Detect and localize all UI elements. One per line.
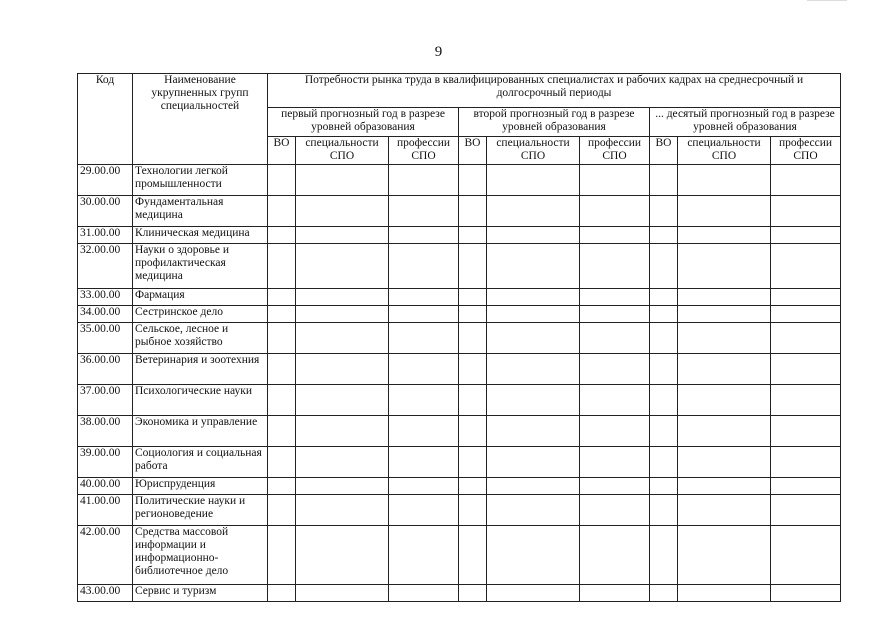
- table-row: [78, 196, 841, 227]
- empty-cell: [487, 227, 580, 244]
- empty-cell: [487, 385, 580, 416]
- row-code: 37.00.00: [78, 385, 133, 416]
- empty-cell: [678, 585, 771, 602]
- empty-cell: [268, 289, 296, 306]
- table-row: [78, 306, 841, 323]
- empty-cell: [389, 385, 459, 416]
- table-row: [78, 447, 841, 478]
- empty-cell: [487, 585, 580, 602]
- empty-cell: [650, 447, 678, 478]
- empty-cell: [678, 165, 771, 196]
- row-name: Технологии легкой промышленности: [133, 165, 268, 196]
- row-code: 30.00.00: [78, 196, 133, 227]
- table-row: [78, 165, 841, 196]
- header-year-1: первый прогнозный год в разрезе уровней образования: [268, 108, 459, 137]
- empty-cell: [771, 495, 841, 526]
- empty-cell: [650, 227, 678, 244]
- table-row: [78, 585, 841, 602]
- empty-cell: [678, 478, 771, 495]
- empty-cell: [487, 306, 580, 323]
- empty-cell: [678, 354, 771, 385]
- row-code: 42.00.00: [78, 526, 133, 585]
- header-name: Наименование укрупненных групп специальностей: [133, 74, 268, 165]
- empty-cell: [389, 526, 459, 585]
- header-sub-spec: специальности СПО: [487, 137, 580, 165]
- empty-cell: [459, 323, 487, 354]
- empty-cell: [487, 289, 580, 306]
- empty-cell: [268, 495, 296, 526]
- empty-cell: [771, 306, 841, 323]
- empty-cell: [678, 416, 771, 447]
- empty-cell: [487, 495, 580, 526]
- empty-cell: [580, 416, 650, 447]
- empty-cell: [296, 526, 389, 585]
- scan-mark: [807, 0, 847, 1]
- header-sub-vo: ВО: [650, 137, 678, 165]
- empty-cell: [771, 323, 841, 354]
- empty-cell: [678, 447, 771, 478]
- empty-cell: [580, 495, 650, 526]
- empty-cell: [389, 478, 459, 495]
- empty-cell: [678, 244, 771, 289]
- empty-cell: [389, 495, 459, 526]
- table-row: [78, 323, 841, 354]
- empty-cell: [580, 447, 650, 478]
- empty-cell: [771, 585, 841, 602]
- empty-cell: [268, 385, 296, 416]
- empty-cell: [487, 244, 580, 289]
- empty-cell: [678, 323, 771, 354]
- empty-cell: [580, 165, 650, 196]
- empty-cell: [296, 165, 389, 196]
- empty-cell: [459, 478, 487, 495]
- row-name: Сестринское дело: [133, 306, 268, 323]
- empty-cell: [459, 385, 487, 416]
- empty-cell: [389, 165, 459, 196]
- empty-cell: [389, 354, 459, 385]
- empty-cell: [459, 495, 487, 526]
- header-code: Код: [78, 74, 133, 165]
- row-code: 29.00.00: [78, 165, 133, 196]
- empty-cell: [771, 385, 841, 416]
- empty-cell: [678, 385, 771, 416]
- empty-cell: [580, 385, 650, 416]
- empty-cell: [650, 289, 678, 306]
- row-name: Сервис и туризм: [133, 585, 268, 602]
- row-name: Социология и социальная работа: [133, 447, 268, 478]
- empty-cell: [771, 416, 841, 447]
- empty-cell: [268, 447, 296, 478]
- empty-cell: [580, 196, 650, 227]
- empty-cell: [389, 416, 459, 447]
- empty-cell: [771, 244, 841, 289]
- row-name: Клиническая медицина: [133, 227, 268, 244]
- empty-cell: [678, 526, 771, 585]
- empty-cell: [296, 306, 389, 323]
- empty-cell: [650, 585, 678, 602]
- row-code: 33.00.00: [78, 289, 133, 306]
- empty-cell: [678, 227, 771, 244]
- empty-cell: [296, 447, 389, 478]
- row-code: 41.00.00: [78, 495, 133, 526]
- empty-cell: [459, 526, 487, 585]
- row-code: 34.00.00: [78, 306, 133, 323]
- empty-cell: [580, 289, 650, 306]
- empty-cell: [771, 196, 841, 227]
- table-row: [78, 495, 841, 526]
- empty-cell: [296, 385, 389, 416]
- empty-cell: [268, 585, 296, 602]
- row-code: 32.00.00: [78, 244, 133, 289]
- empty-cell: [268, 478, 296, 495]
- header-sub-prof: профессии СПО: [389, 137, 459, 165]
- empty-cell: [771, 526, 841, 585]
- header-sub-prof: профессии СПО: [771, 137, 841, 165]
- table-row: [78, 227, 841, 244]
- row-name: Политические науки и регионоведение: [133, 495, 268, 526]
- empty-cell: [296, 585, 389, 602]
- empty-cell: [771, 478, 841, 495]
- row-name: Юриспруденция: [133, 478, 268, 495]
- row-code: 38.00.00: [78, 416, 133, 447]
- empty-cell: [487, 196, 580, 227]
- empty-cell: [459, 196, 487, 227]
- empty-cell: [771, 227, 841, 244]
- table-row: [78, 385, 841, 416]
- empty-cell: [389, 306, 459, 323]
- empty-cell: [459, 416, 487, 447]
- empty-cell: [459, 585, 487, 602]
- row-code: 43.00.00: [78, 585, 133, 602]
- row-code: 31.00.00: [78, 227, 133, 244]
- page-number: 9: [434, 44, 443, 60]
- header-sub-spec: специальности СПО: [296, 137, 389, 165]
- empty-cell: [459, 354, 487, 385]
- header-year-10: ... десятый прогнозный год в разрезе уровней образования: [650, 108, 841, 137]
- empty-cell: [487, 323, 580, 354]
- table-row: [78, 354, 841, 385]
- empty-cell: [580, 585, 650, 602]
- empty-cell: [296, 289, 389, 306]
- empty-cell: [459, 306, 487, 323]
- empty-cell: [296, 227, 389, 244]
- row-code: 36.00.00: [78, 354, 133, 385]
- empty-cell: [650, 354, 678, 385]
- row-name: Средства массовой информации и информационно-библиотечное дело: [133, 526, 268, 585]
- empty-cell: [296, 354, 389, 385]
- row-name: Фармация: [133, 289, 268, 306]
- empty-cell: [650, 526, 678, 585]
- empty-cell: [487, 416, 580, 447]
- empty-cell: [268, 323, 296, 354]
- empty-cell: [268, 306, 296, 323]
- empty-cell: [487, 354, 580, 385]
- empty-cell: [678, 289, 771, 306]
- labor-demand-table: [77, 73, 841, 602]
- empty-cell: [296, 416, 389, 447]
- empty-cell: [389, 289, 459, 306]
- empty-cell: [650, 306, 678, 323]
- empty-cell: [650, 478, 678, 495]
- header-sub-vo: ВО: [459, 137, 487, 165]
- empty-cell: [580, 227, 650, 244]
- empty-cell: [459, 244, 487, 289]
- empty-cell: [580, 323, 650, 354]
- empty-cell: [296, 244, 389, 289]
- empty-cell: [268, 244, 296, 289]
- table-row: [78, 478, 841, 495]
- empty-cell: [771, 165, 841, 196]
- empty-cell: [459, 289, 487, 306]
- empty-cell: [296, 495, 389, 526]
- empty-cell: [296, 323, 389, 354]
- empty-cell: [459, 447, 487, 478]
- row-name: Ветеринария и зоотехния: [133, 354, 268, 385]
- table-body: [78, 165, 841, 602]
- empty-cell: [389, 323, 459, 354]
- header-sub-vo: ВО: [268, 137, 296, 165]
- header-main: Потребности рынка труда в квалифицированных специалистах и рабочих кадрах на среднесрочный и долгосрочный периоды: [268, 74, 841, 108]
- header-sub-spec: специальности СПО: [678, 137, 771, 165]
- empty-cell: [268, 227, 296, 244]
- empty-cell: [389, 227, 459, 244]
- row-name: Экономика и управление: [133, 416, 268, 447]
- empty-cell: [389, 447, 459, 478]
- empty-cell: [487, 478, 580, 495]
- header-sub-prof: профессии СПО: [580, 137, 650, 165]
- table-row: [78, 244, 841, 289]
- empty-cell: [678, 306, 771, 323]
- empty-cell: [580, 244, 650, 289]
- empty-cell: [487, 165, 580, 196]
- empty-cell: [650, 416, 678, 447]
- empty-cell: [268, 526, 296, 585]
- empty-cell: [650, 323, 678, 354]
- empty-cell: [459, 227, 487, 244]
- empty-cell: [389, 585, 459, 602]
- table-row: [78, 416, 841, 447]
- empty-cell: [268, 196, 296, 227]
- row-name: Сельское, лесное и рыбное хозяйство: [133, 323, 268, 354]
- empty-cell: [268, 165, 296, 196]
- empty-cell: [650, 244, 678, 289]
- empty-cell: [268, 416, 296, 447]
- empty-cell: [650, 196, 678, 227]
- row-name: Психологические науки: [133, 385, 268, 416]
- empty-cell: [771, 289, 841, 306]
- empty-cell: [580, 306, 650, 323]
- empty-cell: [580, 526, 650, 585]
- empty-cell: [771, 354, 841, 385]
- empty-cell: [771, 447, 841, 478]
- table-row: [78, 526, 841, 585]
- empty-cell: [389, 244, 459, 289]
- empty-cell: [459, 165, 487, 196]
- empty-cell: [580, 354, 650, 385]
- empty-cell: [487, 526, 580, 585]
- empty-cell: [296, 478, 389, 495]
- row-name: Науки о здоровье и профилактическая медицина: [133, 244, 268, 289]
- empty-cell: [678, 495, 771, 526]
- row-code: 39.00.00: [78, 447, 133, 478]
- empty-cell: [268, 354, 296, 385]
- row-name: Фундаментальная медицина: [133, 196, 268, 227]
- header-year-2: второй прогнозный год в разрезе уровней образования: [459, 108, 650, 137]
- empty-cell: [580, 478, 650, 495]
- empty-cell: [650, 385, 678, 416]
- empty-cell: [650, 165, 678, 196]
- empty-cell: [389, 196, 459, 227]
- empty-cell: [678, 196, 771, 227]
- empty-cell: [487, 447, 580, 478]
- table-row: [78, 289, 841, 306]
- row-code: 35.00.00: [78, 323, 133, 354]
- empty-cell: [650, 495, 678, 526]
- row-code: 40.00.00: [78, 478, 133, 495]
- empty-cell: [296, 196, 389, 227]
